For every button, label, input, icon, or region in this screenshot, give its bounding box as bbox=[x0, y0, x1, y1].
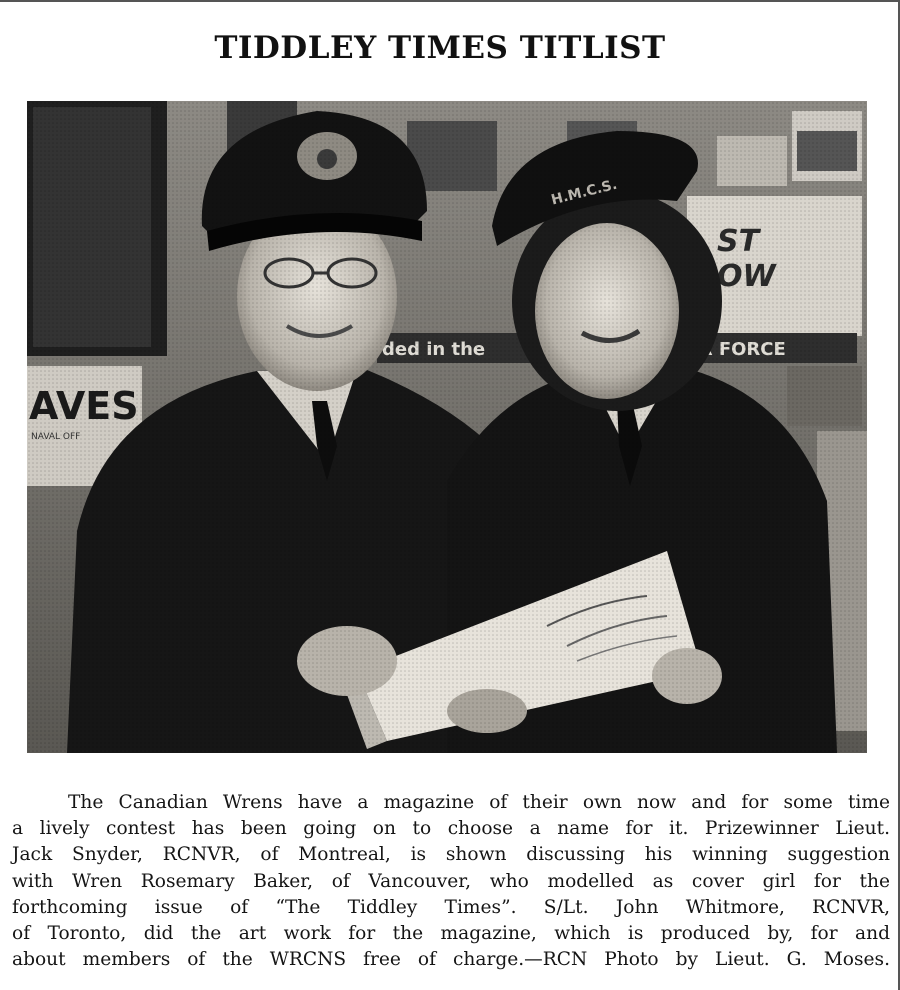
caption-line: Jack Snyder, RCNVR, of Montreal, is shown discussing his winning suggestion bbox=[12, 844, 890, 866]
caption-line: a lively contest has been going on to choose a name for it. Prizewinner Lieut. bbox=[12, 818, 890, 840]
caption-line: with Wren Rosemary Baker, of Vancouver, who modelled as cover girl for the bbox=[12, 870, 890, 892]
caption-line: forthcoming issue of “The Tiddley Times”. S/Lt. John Whitmore, RCNVR, bbox=[12, 896, 890, 918]
headline: TIDDLEY TIMES TITLIST bbox=[214, 30, 666, 66]
caption-line: about members of the WRCNS free of charge.—RCN Photo by Lieut. G. Moses. bbox=[12, 949, 890, 971]
caption bbox=[12, 790, 890, 973]
photo-illustration bbox=[27, 101, 867, 753]
halftone-overlay bbox=[27, 101, 867, 753]
halftone-photo bbox=[27, 101, 867, 753]
caption-line: of Toronto, did the art work for the magazine, which is produced by, for and bbox=[12, 923, 890, 945]
caption-line: The Canadian Wrens have a magazine of their own now and for some time bbox=[68, 792, 890, 813]
